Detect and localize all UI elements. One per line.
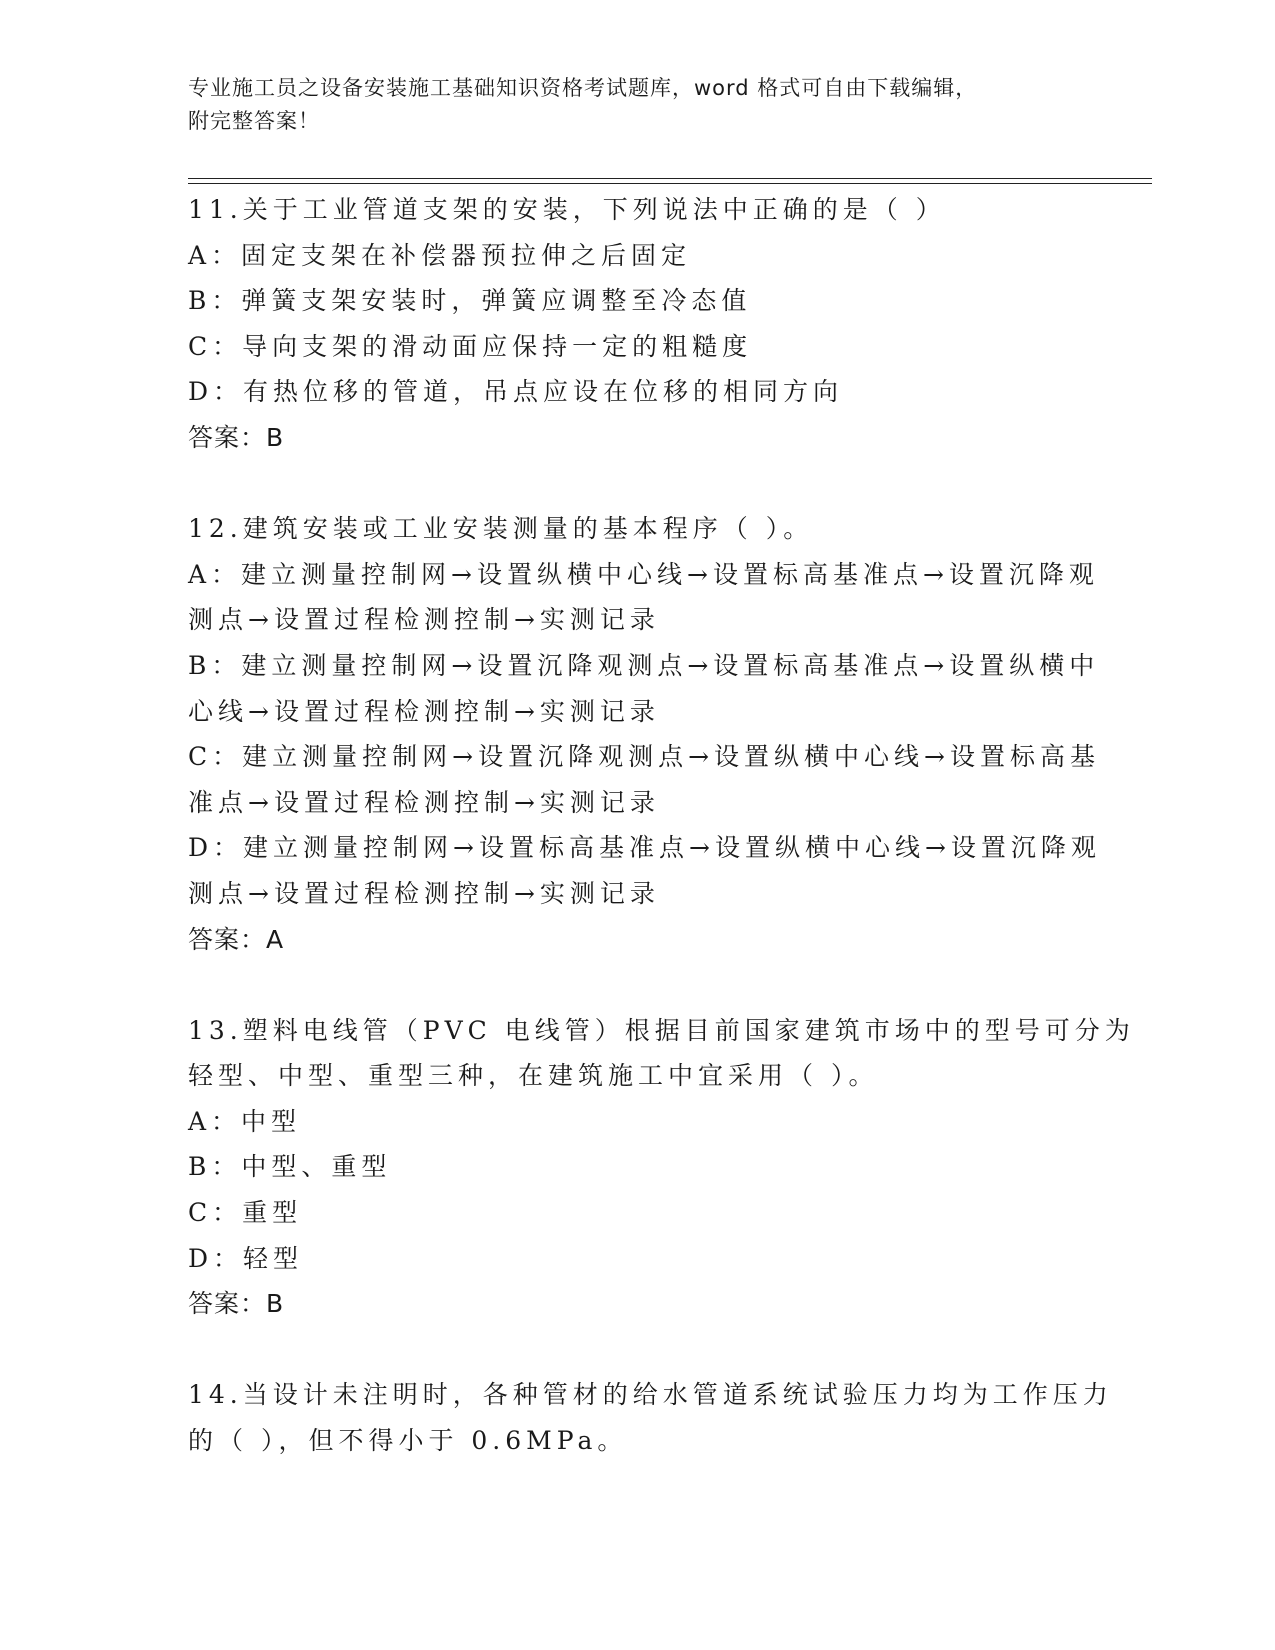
spacer	[188, 1327, 1088, 1373]
header-divider-top	[188, 178, 1152, 179]
question-13	[188, 1008, 1135, 1327]
option-b: B：中型、重型	[188, 1152, 392, 1182]
option-c: C：重型	[188, 1198, 303, 1228]
option-c: C：导向支架的滑动面应保持一定的粗糙度	[188, 331, 753, 361]
answer-label: 答案：A	[188, 924, 285, 954]
spacer	[188, 461, 1088, 507]
question-stem: 13.塑料电线管（PVC 电线管）根据目前国家建筑市场中的型号可分为	[188, 1015, 1135, 1045]
option-a: A：建立测量控制网→设置纵横中心线→设置标高基准点→设置沉降观	[188, 559, 1099, 589]
question-stem-continued: 轻型、中型、重型三种，在建筑施工中宜采用（ ）。	[188, 1061, 879, 1091]
question-11	[188, 187, 1088, 461]
header-line-1: 专业施工员之设备安装施工基础知识资格考试题库，word 格式可自由下载编辑，	[188, 76, 978, 100]
header-divider-bottom	[188, 183, 1152, 184]
option-c: C：建立测量控制网→设置沉降观测点→设置纵横中心线→设置标高基	[188, 742, 1100, 772]
option-a: A：中型	[188, 1106, 302, 1136]
question-list	[188, 187, 1135, 1464]
spacer	[188, 962, 1088, 1008]
option-d: D：轻型	[188, 1243, 304, 1273]
option-b: B：建立测量控制网→设置沉降观测点→设置标高基准点→设置纵横中	[188, 650, 1100, 680]
answer-label: 答案：B	[188, 1289, 285, 1319]
question-stem: 12.建筑安装或工业安装测量的基本程序（ ）。	[188, 514, 814, 544]
question-stem-continued: 的（ ），但不得小于 0.6MPa。	[188, 1426, 628, 1456]
option-b: B：弹簧支架安装时，弹簧应调整至冷态值	[188, 286, 752, 316]
question-12	[188, 506, 1101, 962]
option-c-continued: 准点→设置过程检测控制→实测记录	[188, 787, 660, 817]
header-line-2: 附完整答案！	[188, 109, 320, 133]
option-a-continued: 测点→设置过程检测控制→实测记录	[188, 605, 660, 635]
answer-label: 答案：B	[188, 422, 285, 452]
option-a: A：固定支架在补偿器预拉伸之后固定	[188, 240, 692, 270]
option-d: D：建立测量控制网→设置标高基准点→设置纵横中心线→设置沉降观	[188, 833, 1101, 863]
option-b-continued: 心线→设置过程检测控制→实测记录	[188, 696, 660, 726]
question-14	[188, 1372, 1113, 1463]
document-header	[188, 72, 1068, 138]
question-stem: 11.关于工业管道支架的安装，下列说法中正确的是（ ）	[188, 195, 946, 224]
option-d: D：有热位移的管道，吊点应设在位移的相同方向	[188, 377, 844, 407]
question-stem: 14.当设计未注明时，各种管材的给水管道系统试验压力均为工作压力	[188, 1380, 1113, 1410]
option-d-continued: 测点→设置过程检测控制→实测记录	[188, 878, 660, 908]
